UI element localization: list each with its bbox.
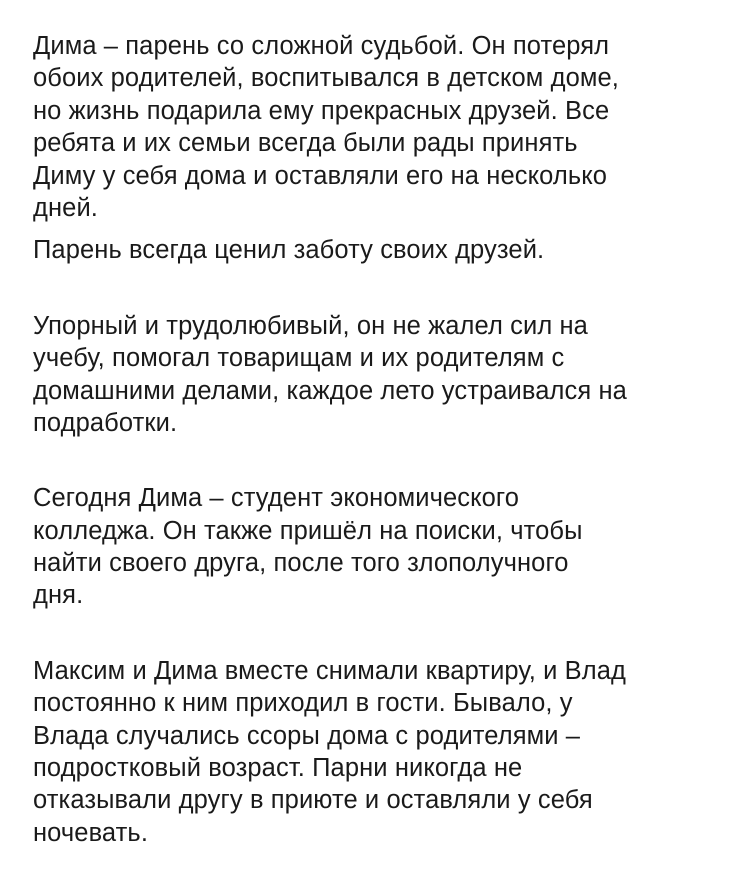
text-line: учебу, помогал товарищам и их родителям с bbox=[33, 344, 565, 373]
text-line: Влада случались ссоры дома с родителями – bbox=[33, 721, 581, 750]
text-line: Дима – парень со сложной судьбой. Он потерял bbox=[33, 32, 610, 60]
text-line: подростковый возраст. Парни никогда не bbox=[33, 754, 523, 783]
text-line: но жизнь подарила ему прекрасных друзей. Все bbox=[33, 96, 610, 125]
text-line: Сегодня Дима – студент экономического bbox=[33, 484, 520, 513]
text-line: отказывали другу в приюте и оставляли у себя bbox=[33, 786, 593, 815]
paragraph-5 bbox=[33, 655, 723, 849]
text-line: Диму у себя дома и оставляли его на несколько bbox=[33, 161, 608, 190]
text-line: домашними делами, каждое лето устраивался на bbox=[33, 376, 627, 405]
paragraph-2 bbox=[33, 234, 723, 266]
story-text bbox=[33, 30, 723, 849]
text-line: Упорный и трудолюбивый, он не жалел сил на bbox=[33, 311, 588, 340]
text-line: Парень всегда ценил заботу своих друзей. bbox=[33, 236, 545, 265]
text-line: Максим и Дима вместе снимали квартиру, и Влад bbox=[33, 656, 626, 685]
text-line: постоянно к ним приходил в гости. Бывало, у bbox=[33, 689, 573, 718]
text-line: дня. bbox=[33, 581, 84, 610]
paragraph-3 bbox=[33, 310, 723, 440]
paragraph-4 bbox=[33, 482, 723, 612]
text-line: ночевать. bbox=[33, 818, 149, 847]
text-line: обоих родителей, воспитывался в детском доме, bbox=[33, 64, 619, 93]
text-line: ребята и их семьи всегда были рады принять bbox=[33, 129, 578, 158]
text-line: колледжа. Он также пришёл на поиски, чтобы bbox=[33, 516, 583, 545]
text-line: дней. bbox=[33, 193, 98, 222]
text-line: найти своего друга, после того злополучного bbox=[33, 549, 569, 578]
text-line: подработки. bbox=[33, 408, 178, 437]
paragraph-1 bbox=[33, 30, 723, 224]
